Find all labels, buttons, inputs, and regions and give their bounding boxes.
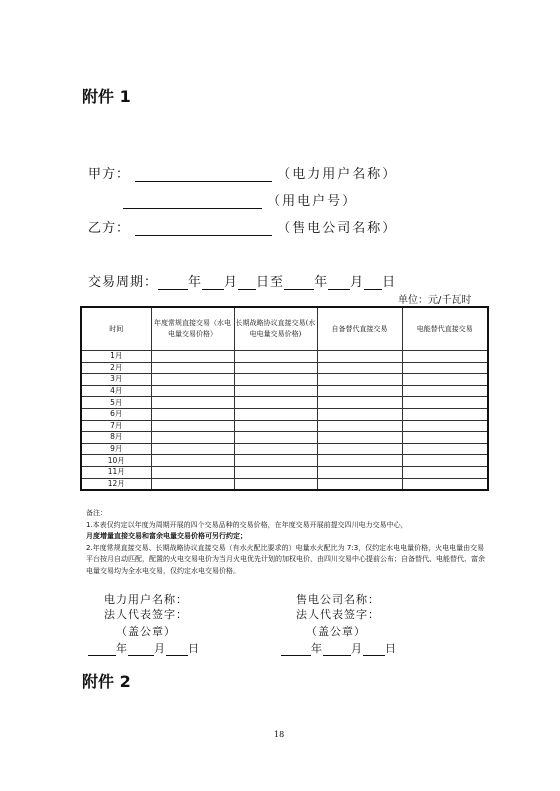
price-cell[interactable]: [234, 374, 317, 386]
party-a-name-hint: （电力用户名称）: [277, 167, 398, 182]
price-cell[interactable]: [151, 408, 234, 420]
price-cell[interactable]: [317, 420, 402, 432]
price-cell[interactable]: [151, 385, 234, 397]
party-b-label: 乙方：: [88, 221, 131, 236]
note-1-bold: 月度增量直接交易和富余电量交易价格可另行约定；: [86, 532, 247, 540]
header-annual-direct: 年度常规直接交易（水电电量交易价格）: [151, 307, 234, 351]
price-cell[interactable]: [151, 420, 234, 432]
table-row: [81, 432, 488, 444]
month-cell: 2月: [81, 362, 151, 374]
price-cell[interactable]: [151, 455, 234, 467]
trading-period-row: [88, 271, 396, 290]
price-cell[interactable]: [402, 478, 488, 490]
left-user-name-label: 电力用户名称：: [104, 593, 188, 606]
right-date-row: [281, 640, 397, 656]
price-cell[interactable]: [402, 455, 488, 467]
price-table: [80, 306, 489, 491]
header-time: 时间: [81, 307, 151, 351]
price-cell[interactable]: [402, 443, 488, 455]
attachment-1-heading: 附件 1: [82, 87, 131, 106]
month-cell: 4月: [81, 385, 151, 397]
party-a-row: [88, 163, 397, 182]
month-cell: 9月: [81, 443, 151, 455]
price-cell[interactable]: [234, 385, 317, 397]
price-cell[interactable]: [317, 385, 402, 397]
right-company-name-label: 售电公司名称：: [296, 593, 380, 606]
price-cell[interactable]: [317, 374, 402, 386]
header-electric-substitution: 电能替代直接交易: [402, 307, 488, 351]
month-cell: 7月: [81, 420, 151, 432]
price-cell[interactable]: [317, 362, 402, 374]
price-cell[interactable]: [234, 432, 317, 444]
table-row: [81, 362, 488, 374]
party-a-label: 甲方：: [88, 167, 131, 182]
price-cell[interactable]: [402, 432, 488, 444]
table-row: [81, 408, 488, 420]
left-date-month-field[interactable]: [128, 645, 154, 656]
price-cell[interactable]: [234, 443, 317, 455]
month-cell: 12月: [81, 478, 151, 490]
price-cell[interactable]: [234, 466, 317, 478]
party-b-row: [88, 217, 397, 236]
table-row: [81, 466, 488, 478]
price-cell[interactable]: [151, 351, 234, 363]
right-seal-label: （盖公章）: [306, 625, 366, 638]
price-cell[interactable]: [234, 478, 317, 490]
header-self-supply: 自备替代直接交易: [317, 307, 402, 351]
table-row: [81, 443, 488, 455]
end-day-field[interactable]: [364, 275, 382, 290]
unit-label: 单位：元/千瓦时: [398, 295, 472, 306]
price-cell[interactable]: [317, 478, 402, 490]
end-month-field[interactable]: [328, 275, 350, 290]
party-a-account-row: [123, 190, 357, 209]
price-cell[interactable]: [151, 374, 234, 386]
attachment-2-heading: 附件 2: [82, 672, 131, 691]
price-cell[interactable]: [317, 443, 402, 455]
start-month-field[interactable]: [202, 275, 224, 290]
month-cell: 11月: [81, 466, 151, 478]
table-row: [81, 478, 488, 490]
table-row: [81, 385, 488, 397]
right-date-month-field[interactable]: [323, 645, 351, 656]
price-cell[interactable]: [151, 443, 234, 455]
price-cell[interactable]: [151, 466, 234, 478]
price-cell[interactable]: [234, 420, 317, 432]
price-cell[interactable]: [402, 351, 488, 363]
right-date-day-field[interactable]: [363, 645, 385, 656]
end-year-field[interactable]: [284, 275, 314, 290]
price-cell[interactable]: [317, 351, 402, 363]
price-cell[interactable]: [402, 420, 488, 432]
start-month-label: 月: [224, 275, 239, 290]
end-year-label: 年: [314, 275, 329, 290]
price-cell[interactable]: [317, 408, 402, 420]
month-cell: 1月: [81, 351, 151, 363]
left-date-day-field[interactable]: [166, 645, 188, 656]
price-cell[interactable]: [151, 432, 234, 444]
table-row: [81, 455, 488, 467]
left-date-year-field[interactable]: [88, 645, 116, 656]
month-cell: 8月: [81, 432, 151, 444]
table-row: [81, 374, 488, 386]
table-row: [81, 397, 488, 409]
month-cell: 6月: [81, 408, 151, 420]
price-cell[interactable]: [234, 455, 317, 467]
note-1: 1.本表仅约定以年度为周期开展的四个交易品种的交易价格，在年度交易开展前提交四川电力交易中心，: [86, 520, 408, 529]
left-date-month-label: 月: [154, 642, 166, 655]
left-date-row: [88, 640, 200, 656]
party-a-name-field[interactable]: [135, 167, 272, 182]
right-date-month-label: 月: [351, 642, 363, 655]
party-b-name-hint: （售电公司名称）: [277, 221, 398, 236]
price-cell[interactable]: [317, 432, 402, 444]
price-table-header-row: [81, 307, 488, 351]
price-cell[interactable]: [234, 397, 317, 409]
left-seal-label: （盖公章）: [116, 625, 176, 638]
price-cell[interactable]: [151, 362, 234, 374]
right-date-year-label: 年: [311, 642, 323, 655]
end-month-label: 月: [350, 275, 365, 290]
notes-block: [86, 508, 486, 577]
month-cell: 3月: [81, 374, 151, 386]
price-cell[interactable]: [402, 397, 488, 409]
price-cell[interactable]: [151, 397, 234, 409]
price-cell[interactable]: [234, 351, 317, 363]
note-2: 2.年度常规直接交易、长期战略协议直接交易（有水火配比要求的）电量水火配比为 7:3，仅约定水电电量价格，火电电量由交易平台按月自动匹配，配置的火电交易电价为当月火电优先计划的加权电价，由四川交易中心提前公布；自备替代、电能替代、富余电量交易均为全水电交易，仅约定水电交易价格。: [86, 543, 485, 575]
price-cell[interactable]: [151, 478, 234, 490]
price-cell[interactable]: [402, 374, 488, 386]
price-cell[interactable]: [234, 408, 317, 420]
header-long-term: 长期战略协议直接交易(水电电量交易价格): [234, 307, 317, 351]
price-cell[interactable]: [317, 466, 402, 478]
month-cell: 10月: [81, 455, 151, 467]
notes-title: 备注：: [86, 509, 107, 517]
price-cell[interactable]: [402, 362, 488, 374]
month-cell: 5月: [81, 397, 151, 409]
party-a-account-hint: （用电户号）: [267, 194, 358, 209]
page-number: 18: [274, 730, 285, 739]
party-b-name-field[interactable]: [135, 221, 272, 236]
right-date-day-label: 日: [385, 642, 397, 655]
start-year-field[interactable]: [158, 275, 188, 290]
price-cell[interactable]: [402, 385, 488, 397]
start-year-label: 年: [188, 275, 203, 290]
left-date-year-label: 年: [116, 642, 128, 655]
price-cell[interactable]: [317, 455, 402, 467]
left-date-day-label: 日: [188, 642, 200, 655]
price-cell[interactable]: [234, 362, 317, 374]
trading-period-label: 交易周期：: [88, 275, 159, 290]
end-day-label: 日: [382, 275, 397, 290]
right-date-year-field[interactable]: [281, 645, 311, 656]
left-legal-rep-label: 法人代表签字：: [104, 608, 188, 621]
to-label: 日至: [256, 275, 285, 290]
start-day-field[interactable]: [238, 275, 256, 290]
party-a-account-field[interactable]: [123, 194, 262, 209]
table-row: [81, 351, 488, 363]
price-cell[interactable]: [317, 397, 402, 409]
price-cell[interactable]: [402, 408, 488, 420]
price-cell[interactable]: [402, 466, 488, 478]
table-row: [81, 420, 488, 432]
right-legal-rep-label: 法人代表签字：: [296, 608, 380, 621]
